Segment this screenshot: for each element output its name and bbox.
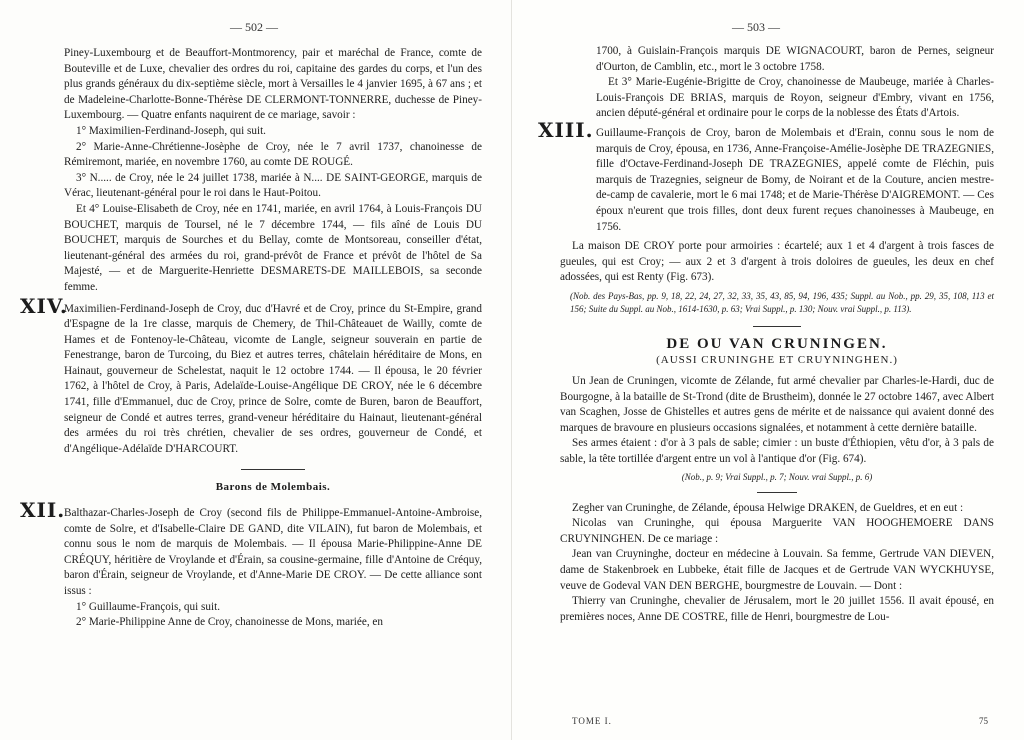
right-page: [512, 0, 1024, 740]
entry-text: Balthazar-Charles-Joseph de Croy (second fils de Philippe-Emmanuel-Antoine-Ambroise, comte de Solre, et d'Isabelle-Claire DE GAND, dite VILAIN), fut baron de Molembais, et connu sous le nom de marquis de Molembais. — Il épousa Marie-Philippine-Anne DE CRÉQUY, héritière de Vroylande et d'Érain, sa cousine-germaine, fille d'Antoine de Créquy, baron d'Érain, seigneur de Vroylande, et d'Anne-Marie DE CROY. — De cette alliance sont issus :: [64, 507, 482, 597]
separator-rule: [241, 469, 305, 470]
entry-text: Maximilien-Ferdinand-Joseph de Croy, duc d'Havré et de Croy, prince du St-Empire, grand d'Espagne de la 1re classe, marquis de Chemery, de Thil-Châteauet de Wailly, comte de Hames et de Fontenoy-le-Château, vicomte de Langle, seigneur souverain en partie de Fenestrange, baron de Turcoing, du Biez et autres terres, châtelain héréditaire de Mons, en Hainaut, gouverneur de Schelestat, naquit le 12 octobre 1744. — Il épousa, le 20 février 1762, à l'hôtel de Croy, à Paris, Adelaïde-Louise-Angélique DE CROY, née le 6 décembre 1741, fille d'Emmanuel, duc de Croy, prince de Solre, comte de Buren, baron de Beauffort, seigneur de Condé et autres terres, grand-veneur héréditaire du Hainaut, lieutenant-général des armées du roi très chrétien, chevalier de ses ordres, gouverneur de Condé, et d'Angélique-Adélaïde D'HARCOURT.: [64, 302, 482, 455]
family-title: DE OU VAN CRUNINGEN.: [666, 335, 888, 352]
left-text-column: [20, 46, 482, 631]
folio-number: 75: [979, 716, 988, 726]
right-page-number: — 503 —: [732, 20, 780, 34]
paragraph: 1700, à Guislain-François marquis DE WIGNACOURT, baron de Pernes, seigneur d'Ourton, de Camblin, etc., mort le 3 octobre 1758.: [596, 45, 994, 73]
paragraph: Piney-Luxembourg et de Beauffort-Montmorency, pair et maréchal de France, comte de Bouteville et de Luxe, chevalier des ordres du roi, capitaine des gardes du corps, et l'un des plus grands généraux du dix-septième siècle, mort à Versailles le 4 janvier 1695, à 67 ans ; et de Madeleine-Charlotte-Bonne-Thérèse DE CLERMONT-TONNERRE, duchesse de Piney-Luxembourg. — Quatre enfants naquirent de ce mariage, savoir :: [64, 47, 482, 122]
paragraph: Nicolas van Cruninghe, qui épousa Marguerite VAN HOOGHEMOERE DANS CRUYNINGHEN. De ce mariage :: [560, 517, 994, 545]
generation-numeral: XIII.: [538, 117, 594, 142]
generation-numeral: XII.: [20, 498, 66, 523]
paragraph: Thierry van Cruninghe, chevalier de Jérusalem, mort le 20 juillet 1556. Il avait épousé, en premières noces, Anne DE COSTRE, fille de Henri, bourgmestre de Lou-: [560, 595, 994, 623]
separator-rule: [753, 326, 801, 327]
right-text-column: [538, 44, 994, 625]
paragraph: Un Jean de Cruningen, vicomte de Zélande, fut armé chevalier par Charles-le-Hardi, duc de Bourgogne, à la bataille de St-Trond (dite de Brustheim), donnée le 27 octobre 1467, avec Albert van Scaghen, Josse de Ghistelles et autres gens de mérite et de naissance qui avaient donné des marques de bravoure en plusieurs occasions signalées, et notamment à cette dernière bataille.: [560, 375, 994, 434]
generation-numeral: XIV.: [20, 293, 68, 318]
references: (Nob., p. 9; Vrai Suppl., p. 7; Nouv. vrai Suppl., p. 6): [681, 471, 873, 482]
section-title: Barons de Molembais.: [215, 481, 331, 494]
paragraph: Jean van Cruyninghe, docteur en médecine à Louvain. Sa femme, Gertrude VAN DIEVEN, dame de Stakenbroek en Lubbeke, était fille de Jacques et de Gertrude VAN WYCKHUYSE, veuve de Godeval VAN DEN BERGHE, bourgmestre de Louvain. — Dont :: [560, 548, 994, 592]
entry-xii: [20, 498, 482, 600]
paragraph: Et 3° Marie-Eugénie-Brigitte de Croy, chanoinesse de Maubeuge, mariée à Charles-Louis-François DE BRIAS, marquis de Royon, seigneur d'Embry, vivant en 1756, ancien député-général et ordinaire pour le corps de la noblesse des États d'Artois.: [596, 76, 994, 120]
family-subtitle: (AUSSI CRUNINGHE ET CRUYNINGHEN.): [656, 353, 898, 366]
signature-mark: TOME I.: [572, 716, 612, 726]
list-item: 2° Marie-Philippine Anne de Croy, chanoinesse de Mons, mariée, en: [76, 616, 383, 629]
paragraph: Ses armes étaient : d'or à 3 pals de sable; cimier : un buste d'Éthiopien, vêtu d'or, à 3 pals de sable, la tête tortillée d'argent entre un vol à l'antique d'or (Fig. 674).: [560, 437, 994, 466]
left-page-number: — 502 —: [230, 20, 278, 34]
paragraph: Zegher van Cruninghe, de Zélande, épousa Helwige DRAKEN, de Gueldres, et en eut :: [572, 501, 964, 514]
entry-text: Guillaume-François de Croy, baron de Molembais et d'Erain, connu sous le nom de marquis de Croy, épousa, en 1736, Anne-Françoise-Amélie-Josèphe DE TRAZEGNIES, fille d'Octave-Ferdinand-Joseph DE TRAZEGNIES, appelé comte de Fléchin, puis marquis de Trazegnies, seigneur de Bomy, de Noirant et de la Couture, ancien mestre-de-camp de cavalerie, mort le 6 mai 1748; et de Marie-Thérèse D'AIGREMONT. — Ces époux n'eurent que trois filles, dont deux furent reçues chanoinesses à Maubeuge, en 1756.: [596, 126, 994, 233]
entry-xiv: [20, 293, 482, 458]
list-item: 1° Guillaume-François, qui suit.: [76, 600, 220, 613]
arms-paragraph: La maison DE CROY porte pour armoiries : écartelé; aux 1 et 4 d'argent à trois fasces de gueules, qui est Croy; — aux 2 et 3 d'argent à trois doloires de gueules, les deux en chef adossées, qui est Renty (Fig. 673).: [560, 240, 994, 284]
paragraph: 2° Marie-Anne-Chrétienne-Josèphe de Croy, née le 7 avril 1737, chanoinesse de Rémiremont, mariée, en novembre 1760, au comte DE ROUGÉ.: [64, 140, 482, 169]
references: (Nob. des Pays-Bas, pp. 9, 18, 22, 24, 27, 32, 33, 35, 43, 85, 94, 196, 435; Suppl. au Nob., pp. 29, 35, 108, 113 et 156; Suite du Suppl. au Nob., 1614-1630, p. 63; Vrai Suppl., p. 130; Nouv. vrai Suppl., p. 113).: [570, 290, 994, 314]
separator-rule: [757, 492, 797, 493]
paragraph: 1° Maximilien-Ferdinand-Joseph, qui suit.: [76, 124, 266, 137]
entry-xiii: [538, 117, 994, 235]
paragraph: Et 4° Louise-Elisabeth de Croy, née en 1741, mariée, en avril 1764, à Louis-François DU BOUCHET, marquis de Toursel, né le 7 décembre 1744, — fils aîné de Louis DU BOUCHET, marquis de Sourches et du Bellay, comte de Montsoreau, conseiller d'état, lieutenant-général des armées du roi, grand-prévôt de France et prévôt de l'hôtel de Sa Majesté, — et de Marguerite-Henriette DESMARETS-DE MAILLEBOIS, sa seconde femme.: [64, 202, 482, 293]
paragraph: 3° N..... de Croy, née le 24 juillet 1738, mariée à N.... DE SAINT-GEORGE, marquis de Vérac, lieutenant-général pour le roi dans le Haut-Poitou.: [64, 171, 482, 200]
